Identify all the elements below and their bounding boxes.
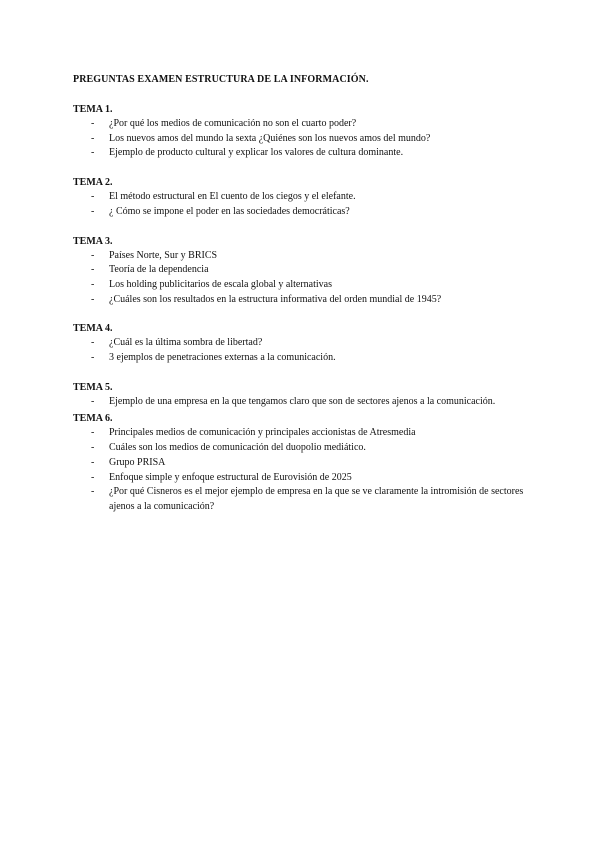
question-text: Ejemplo de una empresa en la que tengamos claro que son de sectores ajenos a la comunicación.: [109, 395, 496, 407]
tema-section: [73, 322, 533, 365]
question-text: Los holding publicitarios de escala global y alternativas: [109, 278, 332, 290]
tema-title: TEMA 2.: [73, 177, 113, 189]
question-item: [73, 132, 533, 147]
question-item: [73, 336, 533, 351]
question-list: [73, 117, 533, 161]
question-text: Principales medios de comunicación y principales accionistas de Atresmedia: [109, 427, 416, 439]
tema-title: TEMA 6.: [73, 413, 113, 425]
tema-title: TEMA 1.: [73, 104, 113, 115]
bullet-dash: -: [91, 337, 95, 349]
bullet-dash: -: [91, 442, 95, 454]
question-list: [73, 190, 533, 219]
question-text: ¿Por qué Cisneros es el mejor ejemplo de empresa en la que se ve claramente la intromisión de sectores ajenos a la comunicación?: [109, 486, 524, 512]
bullet-dash: -: [91, 191, 95, 203]
question-item: [73, 293, 533, 308]
question-list: [73, 336, 533, 365]
question-text: El método estructural en El cuento de los ciegos y el elefante.: [109, 191, 356, 203]
question-text: ¿ Cómo se impone el poder en las sociedades democráticas?: [109, 205, 350, 217]
tema-section: [73, 381, 533, 410]
bullet-dash: -: [91, 427, 95, 439]
bullet-dash: -: [91, 118, 95, 129]
document-page: [73, 73, 533, 515]
question-text: Grupo PRISA: [109, 456, 166, 468]
bullet-dash: -: [91, 147, 95, 159]
tema-section: [73, 176, 533, 219]
question-item: [73, 471, 533, 486]
question-item: [73, 456, 533, 471]
bullet-dash: -: [91, 205, 95, 217]
question-text: ¿Cuáles son los resultados en la estructura informativa del orden mundial de 1945?: [109, 293, 442, 305]
question-item: [73, 190, 533, 205]
question-item: [73, 426, 533, 441]
question-text: Enfoque simple y enfoque estructural de Eurovisión de 2025: [109, 471, 352, 483]
bullet-dash: -: [91, 395, 95, 407]
bullet-dash: -: [91, 249, 95, 261]
question-list: [73, 249, 533, 308]
question-text: Los nuevos amos del mundo la sexta ¿Quiénes son los nuevos amos del mundo?: [109, 132, 431, 144]
bullet-dash: -: [91, 456, 95, 468]
tema-section: [73, 235, 533, 308]
document-title: PREGUNTAS EXAMEN ESTRUCTURA DE LA INFORMACIÓN.: [73, 74, 369, 85]
question-text: 3 ejemplos de penetraciones externas a la comunicación.: [109, 352, 336, 364]
tema-title: TEMA 3.: [73, 235, 113, 247]
question-text: Teoría de la dependencia: [109, 264, 209, 276]
question-list: [73, 426, 533, 514]
bullet-dash: -: [91, 471, 95, 483]
question-item: [73, 249, 533, 264]
question-item: [73, 485, 533, 514]
bullet-dash: -: [91, 264, 95, 276]
bullet-dash: -: [91, 352, 95, 364]
sections-container: [73, 103, 533, 515]
bullet-dash: -: [91, 278, 95, 290]
tema-title: TEMA 4.: [73, 323, 113, 335]
bullet-dash: -: [91, 132, 95, 144]
question-text: ¿Por qué los medios de comunicación no son el cuarto poder?: [109, 118, 357, 129]
question-text: Ejemplo de producto cultural y explicar los valores de cultura dominante.: [109, 147, 404, 159]
question-item: [73, 351, 533, 366]
question-item: [73, 395, 533, 410]
question-text: Cuáles son los medios de comunicación del duopolio mediático.: [109, 442, 366, 454]
question-item: [73, 441, 533, 456]
question-item: [73, 278, 533, 293]
bullet-dash: -: [91, 486, 95, 498]
question-text: ¿Cuál es la última sombra de libertad?: [109, 337, 263, 349]
bullet-dash: -: [91, 293, 95, 305]
tema-section: [73, 103, 533, 161]
tema-title: TEMA 5.: [73, 381, 113, 393]
question-list: [73, 395, 533, 410]
question-item: [73, 205, 533, 220]
question-item: [73, 117, 533, 132]
tema-section: [73, 412, 533, 514]
question-text: Países Norte, Sur y BRICS: [109, 249, 218, 261]
question-item: [73, 146, 533, 161]
question-item: [73, 263, 533, 278]
